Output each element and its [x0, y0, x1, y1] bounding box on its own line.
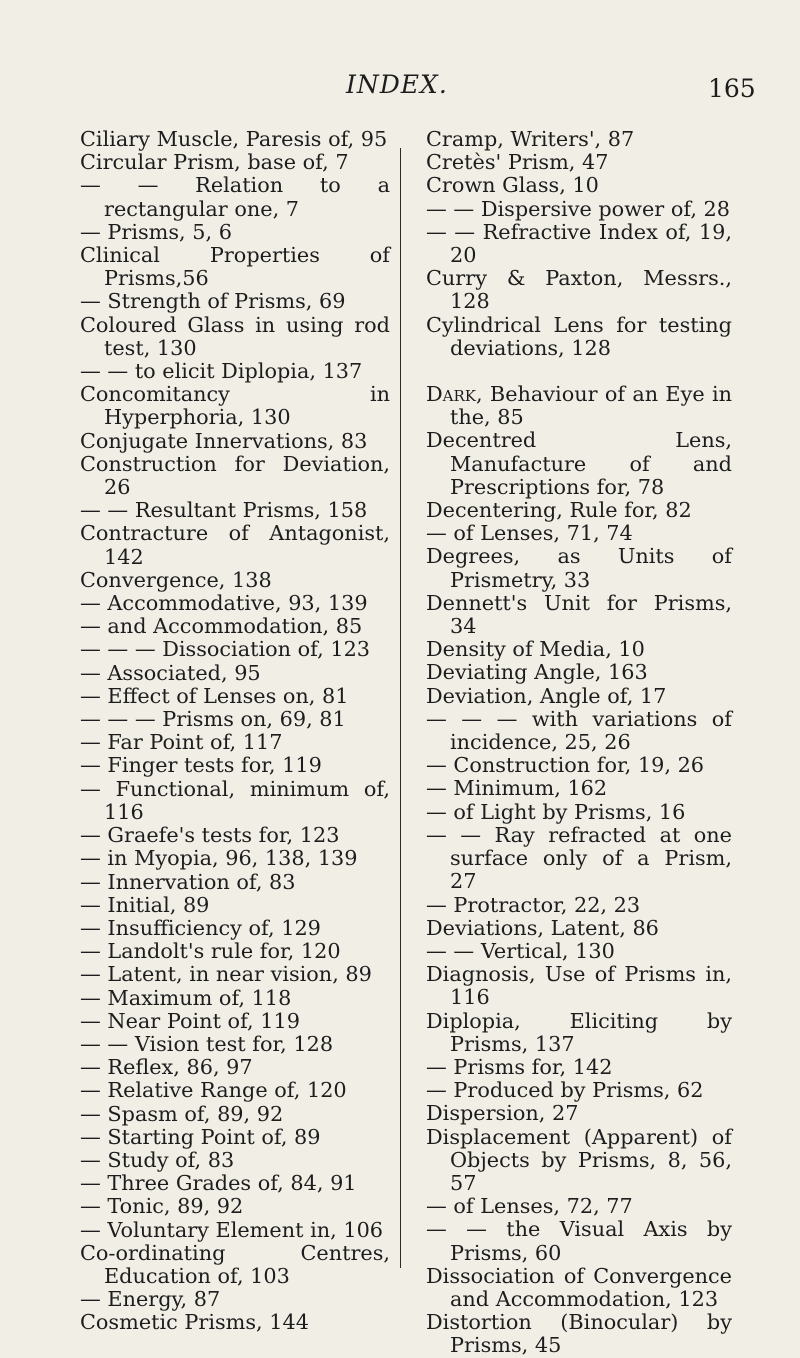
index-entry: — Associated, 95: [80, 660, 261, 685]
index-entry: Cretès' Prism, 47: [426, 150, 609, 175]
index-entry: — Functional, minimum of, 116: [80, 776, 390, 824]
index-entry: — of Lenses, 71, 74: [426, 521, 633, 546]
index-entry: — Voluntary Element in, 106: [80, 1217, 384, 1242]
index-entry: Coloured Glass in using rod test, 130: [80, 312, 390, 360]
index-entry: — of Lenses, 72, 77: [426, 1194, 633, 1219]
index-entry: Convergence, 138: [80, 567, 272, 592]
page-header: [0, 70, 800, 110]
index-entry: — Protractor, 22, 23: [426, 892, 641, 917]
index-entry: — Starting Point of, 89: [80, 1124, 321, 1149]
index-entry: — Insufficiency of, 129: [80, 915, 321, 940]
index-entry: Cosmetic Prisms, 144: [80, 1310, 309, 1335]
index-entry: Distortion (Binocular) by Prisms, 45: [426, 1310, 732, 1358]
index-entry: Co-ordinating Centres, Education of, 103: [80, 1240, 390, 1288]
index-entry: — Spasm of, 89, 92: [80, 1101, 284, 1126]
index-entry: Deviations, Latent, 86: [426, 915, 659, 940]
index-entry: — — Relation to a rectangular one, 7: [80, 173, 390, 221]
index-entry: Density of Media, 10: [426, 637, 645, 662]
index-entry: — — Refractive Index of, 19, 20: [426, 219, 732, 268]
index-entry: — — the Visual Axis by Prisms, 60: [426, 1217, 732, 1265]
index-entry: — of Light by Prisms, 16: [426, 799, 686, 824]
index-entry: — — — with variations of incidence, 25, 26: [426, 706, 732, 755]
index-entry: — — — Prisms on, 69, 81: [80, 707, 346, 732]
index-entry: — and Accommodation, 85: [80, 614, 363, 639]
section-initial-word: Dark: [426, 382, 477, 407]
index-entry: — Far Point of, 117: [80, 730, 283, 755]
index-entry: Circular Prism, base of, 7: [80, 150, 349, 175]
index-entry: — Strength of Prisms, 69: [80, 289, 346, 314]
index-entry: Deviation, Angle of, 17: [426, 683, 667, 708]
index-entry: Dissociation of Convergence and Accommodation, 123: [426, 1263, 732, 1311]
index-entry: — — to elicit Diplopia, 137: [80, 359, 363, 384]
index-entry: Dark, Behaviour of an Eye in the, 85: [426, 382, 732, 430]
index-entry: — Reflex, 86, 97: [80, 1055, 253, 1080]
index-entry: Curry & Paxton, Messrs., 128: [426, 266, 732, 314]
index-entry: Ciliary Muscle, Paresis of, 95: [80, 127, 388, 151]
index-entry: Construction for Deviation, 26: [80, 451, 390, 500]
index-entry: Dispersion, 27: [426, 1101, 579, 1126]
index-entry: Contracture of Antagonist, 142: [80, 521, 390, 569]
index-entry: Cylindrical Lens for testing deviations, 128: [426, 312, 732, 360]
index-entry: — — — Dissociation of, 123: [80, 637, 371, 662]
index-entry: — Initial, 89: [80, 892, 210, 917]
index-entry: — Near Point of, 119: [80, 1008, 300, 1033]
index-entry: — Energy, 87: [80, 1287, 221, 1312]
index-entry: Crown Glass, 10: [426, 173, 599, 198]
index-entry: — Latent, in near vision, 89: [80, 962, 372, 987]
index-entry: — — Dispersive power of, 28: [426, 196, 731, 221]
index-entry: — Construction for, 19, 26: [426, 753, 705, 778]
index-entry: Decentred Lens, Manufacture of and Prescriptions for, 78: [426, 428, 732, 499]
index-entry: — Finger tests for, 119: [80, 753, 322, 778]
index-entry: Cramp, Writers', 87: [426, 127, 635, 151]
index-entry: — Relative Range of, 120: [80, 1078, 347, 1103]
index-entry: Diplopia, Eliciting by Prisms, 137: [426, 1008, 732, 1056]
index-entry: — Prisms, 5, 6: [80, 219, 232, 244]
index-entry: Concomitancy in Hyperphoria, 130: [80, 382, 390, 430]
index-entry: — Accommodative, 93, 139: [80, 591, 368, 616]
index-entry: — — Resultant Prisms, 158: [80, 498, 368, 523]
index-entry: — Landolt's rule for, 120: [80, 939, 341, 964]
index-entry: Deviating Angle, 163: [426, 660, 648, 685]
index-entry: — Maximum of, 118: [80, 985, 292, 1010]
index-entry: — Tonic, 89, 92: [80, 1194, 244, 1219]
index-entry: Dennett's Unit for Prisms, 34: [426, 590, 732, 639]
index-entry: Decentering, Rule for, 82: [426, 498, 692, 523]
index-entry: — Study of, 83: [80, 1147, 235, 1172]
index-entry: — — Ray refracted at one surface only of a Prism, 27: [426, 822, 732, 894]
index-entry: Conjugate Innervations, 83: [80, 428, 368, 453]
index-entry: — Minimum, 162: [426, 776, 608, 801]
index-entry: — Prisms for, 142: [426, 1054, 613, 1079]
index-entry: — Graefe's tests for, 123: [80, 823, 340, 848]
index-entry: — Effect of Lenses on, 81: [80, 683, 349, 708]
index-entry: Diagnosis, Use of Prisms in, 116: [426, 962, 732, 1010]
index-entry: — Produced by Prisms, 62: [426, 1078, 704, 1103]
index-entry: — — Vision test for, 128: [80, 1031, 334, 1056]
index-entry: — Three Grades of, 84, 91: [80, 1171, 357, 1196]
index-entry: Displacement (Apparent) of Objects by Prisms, 8, 56, 57: [426, 1124, 732, 1195]
index-entry: — — Vertical, 130: [426, 938, 615, 963]
index-entry: Degrees, as Units of Prismetry, 33: [426, 544, 732, 592]
index-entry: — in Myopia, 96, 138, 139: [80, 846, 358, 871]
index-entry: — Innervation of, 83: [80, 869, 296, 894]
page-number: 165: [708, 74, 756, 103]
index-column-left: [80, 128, 390, 1335]
column-divider: [400, 148, 401, 1268]
index-column-right: [426, 128, 732, 1358]
index-entry: Clinical Properties of Prisms,56: [80, 243, 390, 291]
running-title: INDEX.: [346, 70, 448, 99]
